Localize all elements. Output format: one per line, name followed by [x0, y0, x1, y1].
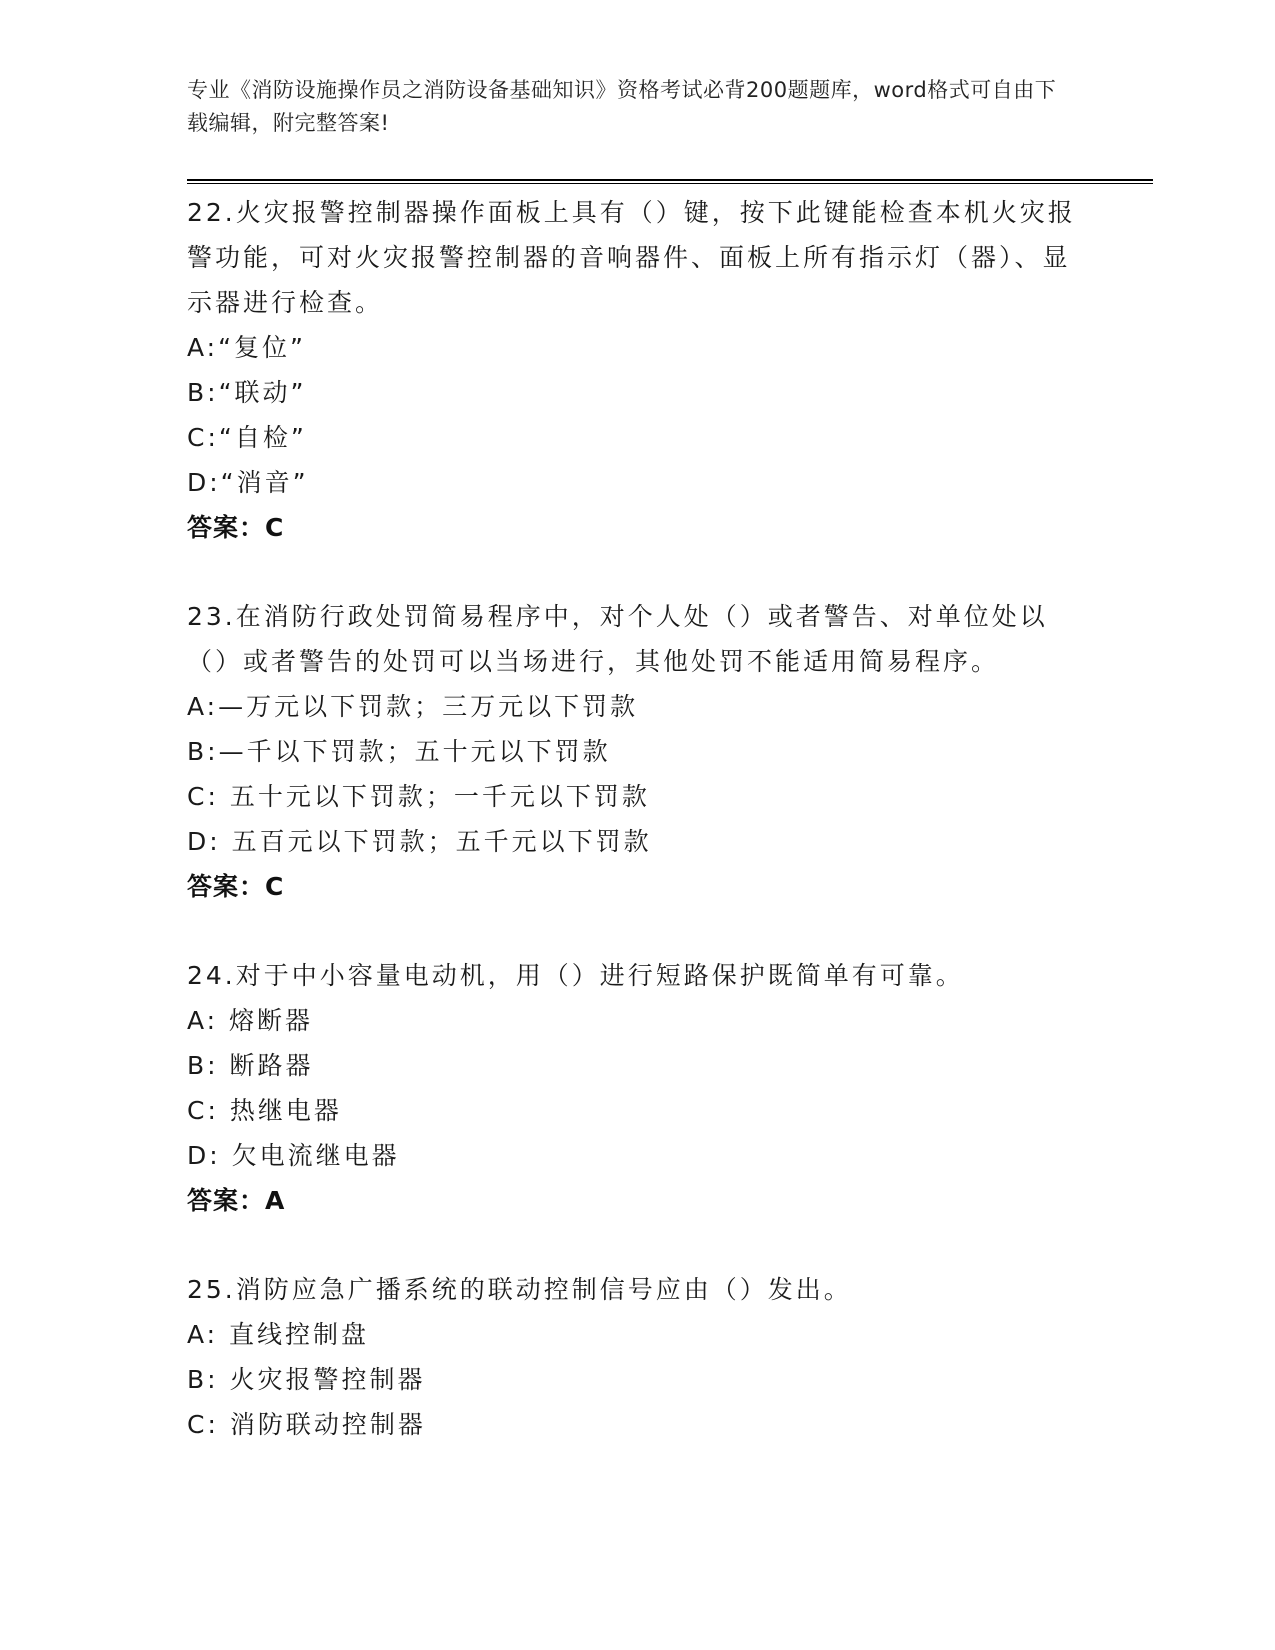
option-a: A: 直线控制盘 — [187, 1320, 370, 1349]
question-25 — [187, 1267, 1087, 1447]
question-23 — [187, 594, 1087, 909]
option-a: A: 熔断器 — [187, 1006, 314, 1035]
option-c: C: 消防联动控制器 — [187, 1410, 426, 1439]
option-b: B: 火灾报警控制器 — [187, 1365, 426, 1394]
question-stem: 23.在消防行政处罚简易程序中，对个人处（）或者警告、对单位处以（）或者警告的处罚可以当场进行，其他处罚不能适用简易程序。 — [187, 602, 1048, 676]
question-stem: 22.火灾报警控制器操作面板上具有（）键，按下此键能检查本机火灾报警功能，可对火灾报警控制器的音响器件、面板上所有指示灯（器）、显示器进行检查。 — [187, 198, 1076, 317]
option-c: C: 五十元以下罚款；一千元以下罚款 — [187, 782, 650, 811]
option-c: C:“自检” — [187, 423, 307, 452]
header-divider-thick — [187, 179, 1153, 181]
option-d: D:“消音” — [187, 468, 309, 497]
option-d: D: 五百元以下罚款；五千元以下罚款 — [187, 827, 652, 856]
question-stem: 24.对于中小容量电动机，用（）进行短路保护既简单有可靠。 — [187, 961, 964, 990]
header-divider-thin — [187, 183, 1153, 184]
question-stem: 25.消防应急广播系统的联动控制信号应由（）发出。 — [187, 1275, 852, 1304]
answer-line: 答案：C — [187, 872, 285, 901]
option-c: C: 热继电器 — [187, 1096, 342, 1125]
option-b: B: 断路器 — [187, 1051, 314, 1080]
document-header: 专业《消防设施操作员之消防设备基础知识》资格考试必背200题题库，word格式可自由下载编辑，附完整答案! — [187, 78, 1057, 135]
option-d: D: 欠电流继电器 — [187, 1141, 400, 1170]
answer-line: 答案：A — [187, 1186, 286, 1215]
option-a: A:“复位” — [187, 333, 306, 362]
option-b: B:“联动” — [187, 378, 307, 407]
answer-line: 答案：C — [187, 513, 285, 542]
question-22 — [187, 190, 1087, 550]
question-24 — [187, 953, 1087, 1223]
option-b: B:—千以下罚款；五十元以下罚款 — [187, 737, 611, 766]
question-list — [187, 190, 1087, 1491]
option-a: A:—万元以下罚款；三万元以下罚款 — [187, 692, 639, 721]
